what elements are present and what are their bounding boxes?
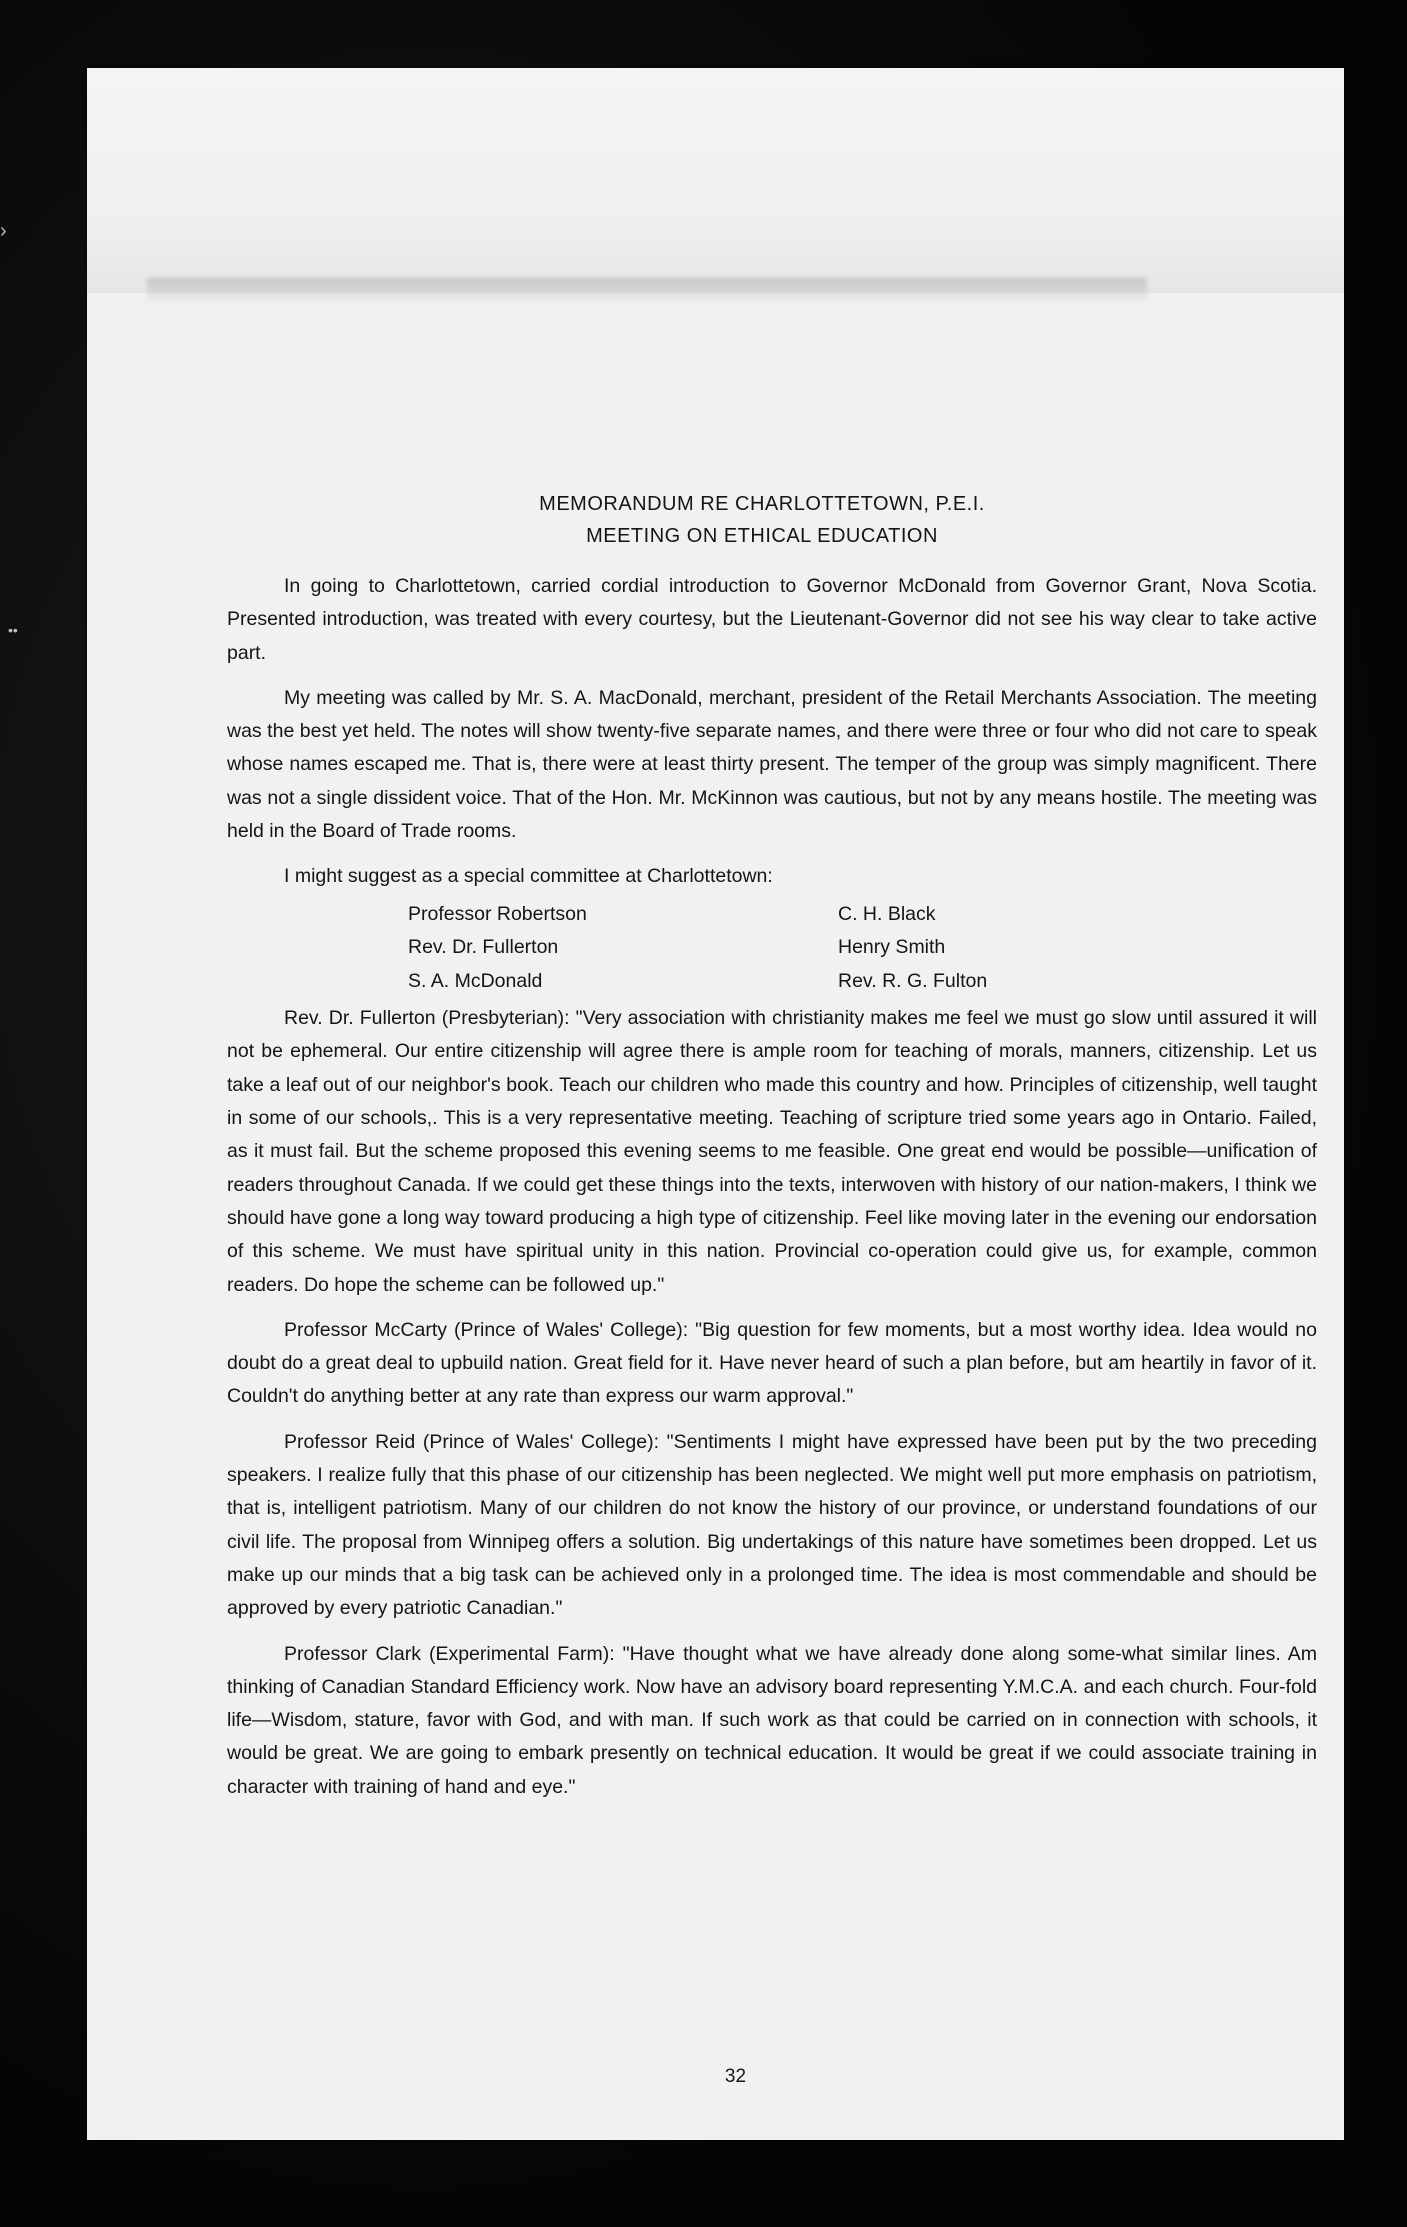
statement: Professor Clark (Experimental Farm): "Have thought what we have already done along some-what similar lines. Am thinking of Canadian Standard Efficiency work. Now have an advisory board representing Y.M.C.A. and each church. Four-fold life—Wisdom, stature, favor with God, and with man. If such work as that could be carried on in connection with schools, it would be great. We are going to embark presently on technical education. It would be great if we could associate training in character with training of hand and eye." — [227, 1642, 1317, 1798]
paragraph: My meeting was called by Mr. S. A. MacDonald, merchant, president of the Retail Merchants Association. The meeting was the best yet held. The notes will show twenty-five separate names, and there were three or four who did not care to speak whose names escaped me. That is, there were at least thirty present. The temper of the group was simply magnificent. There was not a single dissident voice. That of the Hon. Mr. McKinnon was cautious, but not by any means hostile. The meeting was held in the Board of Trade rooms. — [227, 686, 1317, 843]
page-fold — [87, 68, 1344, 293]
committee-member: Henry Smith — [838, 936, 946, 959]
document-body — [227, 488, 1317, 1816]
fold-shadow — [147, 278, 1147, 304]
committee-list — [408, 898, 1317, 999]
statement: Professor McCarty (Prince of Wales' College): "Big question for few moments, but a most worthy idea. Idea would no doubt do a great deal to upbuild nation. Great field for it. Have never heard of such a plan before, but am heartily in favor of it. Couldn't do anything better at any rate than express our warm approval." — [227, 1318, 1317, 1408]
statement: Rev. Dr. Fullerton (Presbyterian): "Very association with christianity makes me feel we must go slow until assured it will not be ephemeral. Our entire citizenship will agree there is ample room for teaching of morals, manners, citizenship. Let us take a leaf out of our neighbor's book. Teach our children who made this country and how. Principles of citizenship, well taught in some of our schools,. This is a very representative meeting. Teaching of scripture tried some years ago in Ontario. Failed, as it must fail. But the scheme proposed this evening seems to me feasible. One great end would be possible—unification of readers throughout Canada. If we could get these things into the texts, interwoven with history of our nation-makers, I think we should have gone a long way toward producing a high type of citizenship. Feel like moving later in the evening our endorsation of this scheme. We must have spiritual unity in this nation. Provincial co-operation could give us, for example, common readers. Do hope the scheme can be followed up." — [227, 1007, 1317, 1296]
edge-mark: •• — [8, 622, 18, 638]
paragraph: In going to Charlottetown, carried cordial introduction to Governor McDonald from Governor Grant, Nova Scotia. Presented introduction, was treated with every courtesy, but the Lieutenant-Governor did not see his way clear to take active part. — [227, 575, 1317, 664]
title-line-1: MEMORANDUM RE CHARLOTTETOWN, P.E.I. — [539, 493, 985, 515]
statement: Professor Reid (Prince of Wales' College): "Sentiments I might have expressed have been put by the two preceding speakers. I realize fully that this phase of our citizenship has been neglected. We might well put more emphasis on patriotism, that is, intelligent patriotism. Many of our children do not know the history of our province, or understand foundations of our civil life. The proposal from Winnipeg offers a solution. Big undertakings of this nature have sometimes been dropped. Let us make up our minds that a big task can be achieved only in a prolonged time. The idea is most commendable and should be approved by every patriotic Canadian." — [227, 1430, 1317, 1620]
paragraph: I might suggest as a special committee at Charlottetown: — [284, 865, 773, 888]
committee-member: Professor Robertson — [408, 902, 587, 925]
committee-member: Rev. Dr. Fullerton — [408, 936, 559, 959]
committee-member: C. H. Black — [838, 902, 936, 925]
title-line-2: MEETING ON ETHICAL EDUCATION — [586, 525, 938, 547]
document-title — [227, 488, 1317, 552]
page-number: 32 — [724, 2066, 747, 2087]
committee-member: S. A. McDonald — [408, 969, 543, 992]
committee-member: Rev. R. G. Fulton — [838, 969, 988, 992]
document-page — [87, 68, 1344, 2140]
edge-mark: › — [0, 220, 7, 242]
